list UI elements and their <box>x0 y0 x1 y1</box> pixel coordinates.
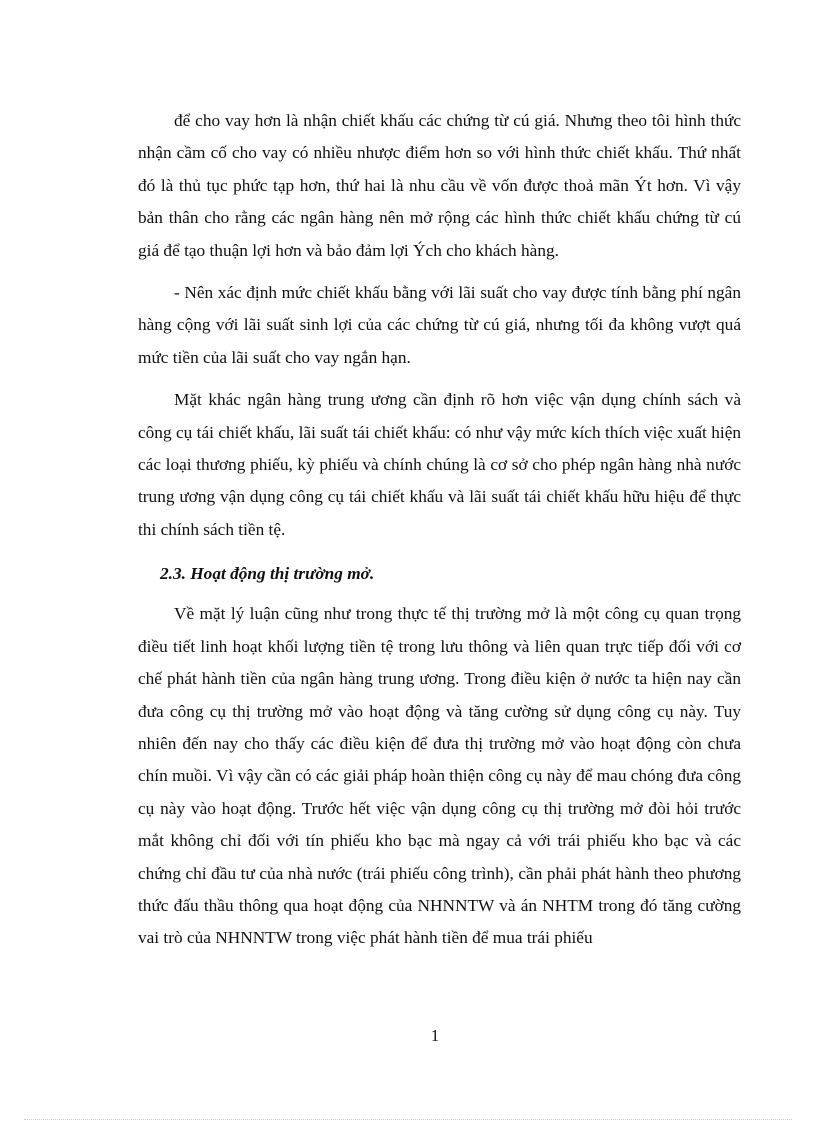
paragraph-discount-loans: để cho vay hơn là nhận chiết khấu các chứng từ cú giá. Nhưng theo tôi hình thức nhận cầm cố cho vay có nhiều nhược điểm hơn so với hình thức chiết khấu. Thứ nhất đó là thủ tục phức tạp hơn, thứ hai là nhu cầu về vốn được thoả mãn Ýt hơn. Vì vậy bản thân cho rằng các ngân hàng nên mở rộng các hình thức chiết khấu chứng từ cú giá để tạo thuận lợi hơn và bảo đảm lợi Ých cho khách hàng. <box>138 111 741 260</box>
section-heading-open-market: 2.3. Hoạt động thị trường mở. <box>160 564 375 584</box>
page-bottom-border <box>24 1119 792 1120</box>
page-number: 1 <box>430 1026 440 1045</box>
paragraph-rediscount-policy: Mặt khác ngân hàng trung ương cần định rõ hơn việc vận dụng chính sách và công cụ tái chiết khấu, lãi suất tái chiết khấu: có như vậy mức kích thích việc xuất hiện các loại thương phiếu, kỳ phiếu và chính chúng là cơ sở cho phép ngân hàng nhà nước trung ương vận dụng công cụ tái chiết khấu và lãi suất tái chiết khấu hữu hiệu để thực thi chính sách tiền tệ. <box>138 390 741 539</box>
paragraph-open-market: Về mặt lý luận cũng như trong thực tế thị trường mở là một công cụ quan trọng điều tiết linh hoạt khối lượng tiền tệ trong lưu thông và liên quan trực tiếp đối với cơ chế phát hành tiền của ngân hàng trung ương. Trong điều kiện ở nước ta hiện nay cần đưa công cụ thị trường mở vào hoạt động và tăng cường sử dụng công cụ này. Tuy nhiên đến nay cho thấy các điều kiện để đưa thị trường mở vào hoạt động còn chưa chín muồi. Vì vậy cần có các giải pháp hoàn thiện công cụ này để mau chóng đưa công cụ này vào hoạt động. Trước hết việc vận dụng công cụ thị trường mở đòi hỏi trước mắt không chỉ đối với tín phiếu kho bạc mà ngay cả với trái phiếu kho bạc và các chứng chỉ đầu tư của nhà nước (trái phiếu công trình), cần phải phát hành theo phương thức đấu thầu thông qua hoạt động của NHNNTW và án NHTM trong đó tăng cường vai trò của NHNNTW trong việc phát hành tiền để mua trái phiếu <box>138 604 741 948</box>
document-body <box>138 105 741 955</box>
paragraph-discount-rate: - Nên xác định mức chiết khấu bằng với lãi suất cho vay được tính bằng phí ngân hàng cộng với lãi suất sinh lợi của các chứng từ cú giá, nhưng tối đa không vượt quá mức tiền của lãi suất cho vay ngắn hạn. <box>138 283 741 367</box>
